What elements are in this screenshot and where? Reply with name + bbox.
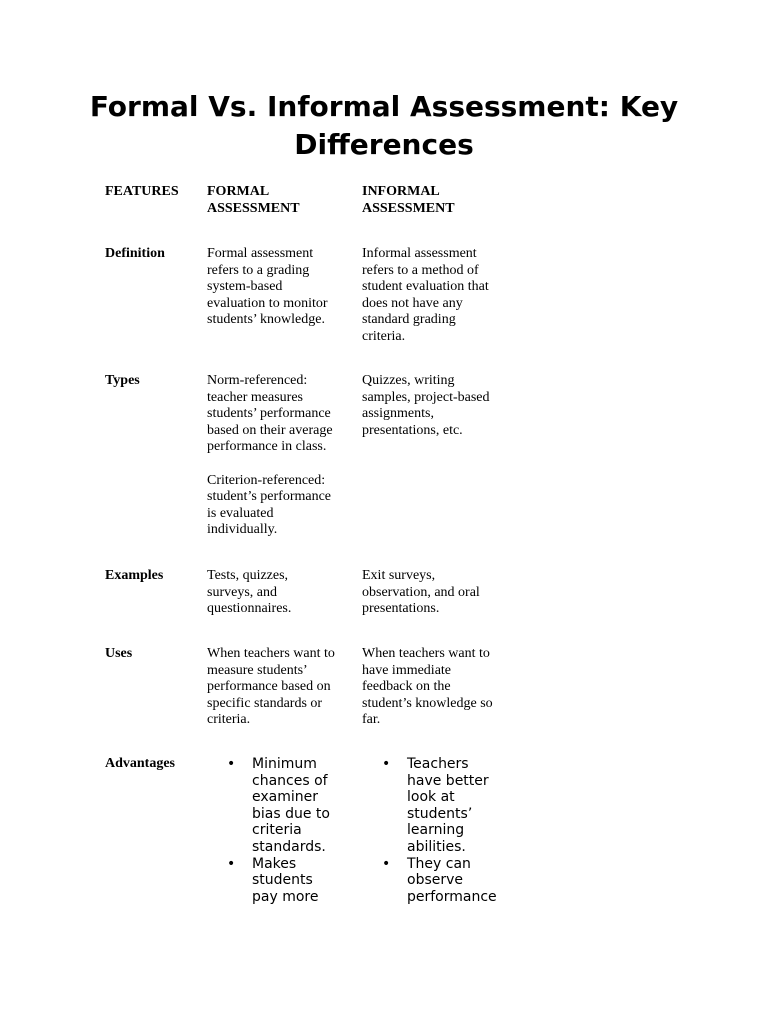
feature-label: Advantages [105, 756, 176, 771]
informal-cell: Exit surveys, observation, and oral presentations. [362, 568, 480, 616]
formal-cell: Tests, quizzes, surveys, and questionnaires. [207, 568, 292, 616]
feature-label: Uses [105, 646, 133, 661]
bullet-icon: • [227, 855, 236, 872]
informal-advantages-list [382, 756, 517, 905]
informal-cell [382, 756, 517, 905]
formal-advantages-list [227, 756, 362, 905]
header-informal-assessment: INFORMAL ASSESSMENT [362, 184, 455, 216]
bullet-icon: • [382, 756, 391, 772]
formal-cell: Formal assessment refers to a grading system-based evaluation to monitor students’ knowledge. [207, 246, 328, 327]
bullet-icon: • [382, 855, 391, 872]
bullet-icon: • [227, 756, 236, 772]
informal-cell: Informal assessment refers to a method of student evaluation that does not have any standard grading criteria. [362, 246, 489, 344]
formal-cell: When teachers want to measure students’ performance based on specific standards or criteria. [207, 646, 335, 727]
informal-cell: Quizzes, writing samples, project-based assignments, presentations, etc. [362, 373, 490, 438]
informal-cell: When teachers want to have immediate feedback on the student’s knowledge so far. [362, 646, 493, 727]
list-item: • They can observe performance [382, 855, 497, 905]
formal-cell [227, 756, 362, 905]
list-item: • Teachers have better look at students’ learning abilities. [382, 756, 489, 855]
feature-label: Definition [105, 246, 165, 261]
paragraph-gap [207, 456, 347, 473]
formal-cell: Norm-referenced: teacher measures students’ performance based on their average performance in class. Criterion-referenced: student’s performance is evaluated individually. [207, 373, 347, 539]
feature-label: Types [105, 373, 140, 388]
page-title [40, 88, 728, 164]
title-line-1: Formal Vs. Informal Assessment: Key [89, 90, 679, 123]
feature-label: Examples [105, 568, 164, 583]
list-item: • Makes students pay more [227, 855, 319, 905]
title-line-2: Differences [294, 128, 474, 161]
header-formal-assessment: FORMAL ASSESSMENT [207, 184, 300, 216]
list-item: • Minimum chances of examiner bias due to criteria standards. [227, 756, 330, 855]
header-features: FEATURES [105, 184, 179, 199]
